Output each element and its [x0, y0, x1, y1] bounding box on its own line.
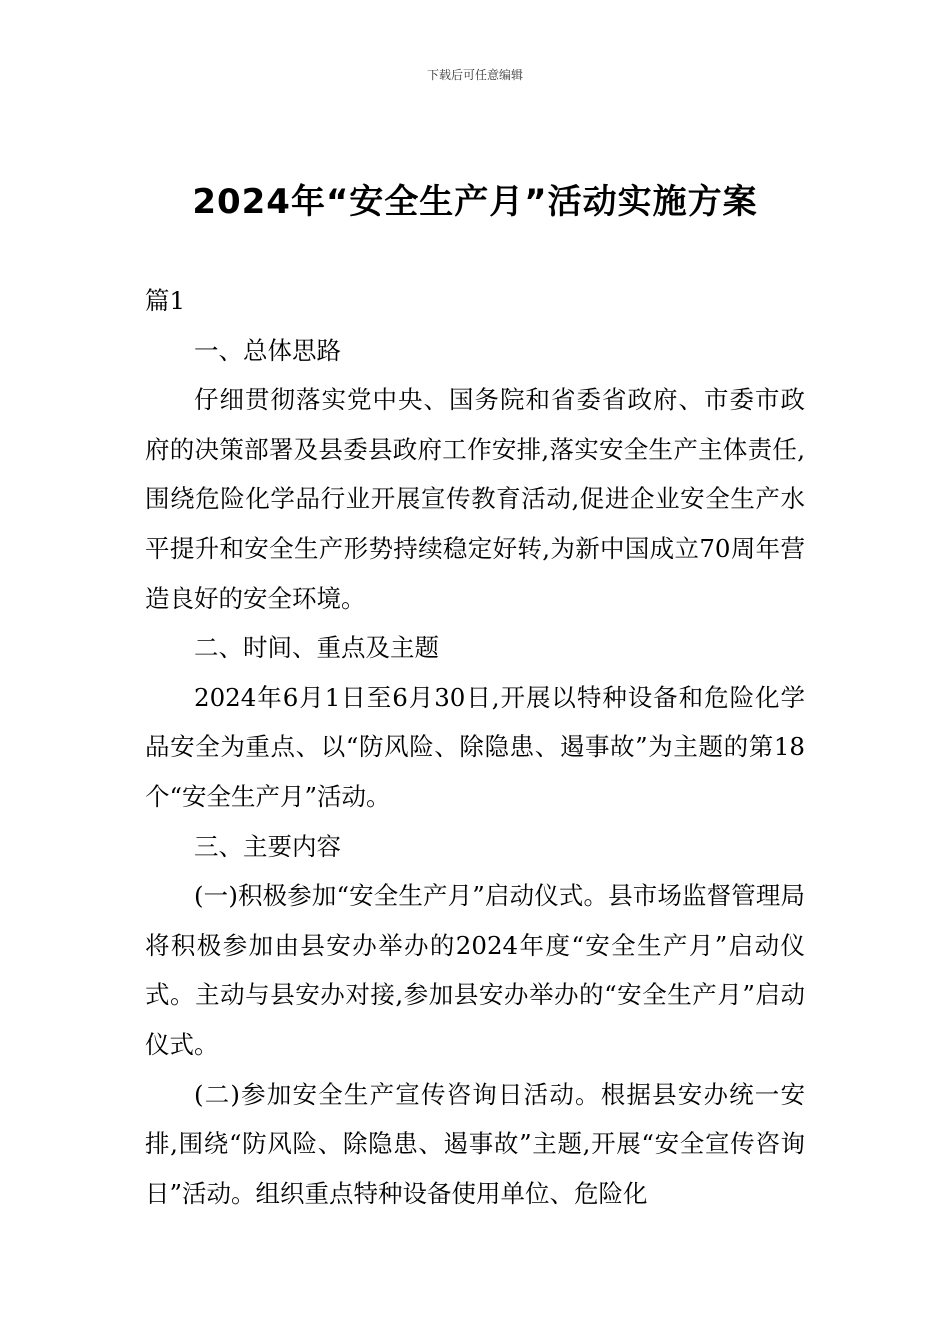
- paragraph-time-focus-theme: 2024年6月1日至6月30日,开展以特种设备和危险化学品安全为重点、以“防风险、除隐患、遏事故”为主题的第18个“安全生产月”活动。: [145, 682, 805, 811]
- document-body: [145, 276, 805, 1218]
- section-label: 篇1: [145, 286, 186, 315]
- paragraph-content-item-1: (一)积极参加“安全生产月”启动仪式。县市场监督管理局将积极参加由县安办举办的2024年度“安全生产月”启动仪式。主动与县安办对接,参加县安办举办的“安全生产月”启动仪式。: [145, 881, 805, 1059]
- heading-overall-approach: 一、总体思路: [194, 335, 341, 365]
- document-title: 2024年“安全生产月”活动实施方案: [192, 182, 758, 222]
- heading-time-focus-theme: 二、时间、重点及主题: [194, 633, 439, 663]
- heading-main-content: 三、主要内容: [194, 831, 341, 861]
- header-note: 下载后可任意编辑: [426, 68, 523, 82]
- paragraph-overall-approach: 仔细贯彻落实党中央、国务院和省委省政府、市委市政府的决策部署及县委县政府工作安排,落实安全生产主体责任,围绕危险化学品行业开展宣传教育活动,促进企业安全生产水平提升和安全生产形势持续稳定好转,为新中国成立70周年营造良好的安全环境。: [145, 385, 805, 613]
- paragraph-content-item-2: (二)参加安全生产宣传咨询日活动。根据县安办统一安排,围绕“防风险、除隐患、遏事故”主题,开展“安全宣传咨询日”活动。组织重点特种设备使用单位、危险化: [145, 1079, 805, 1208]
